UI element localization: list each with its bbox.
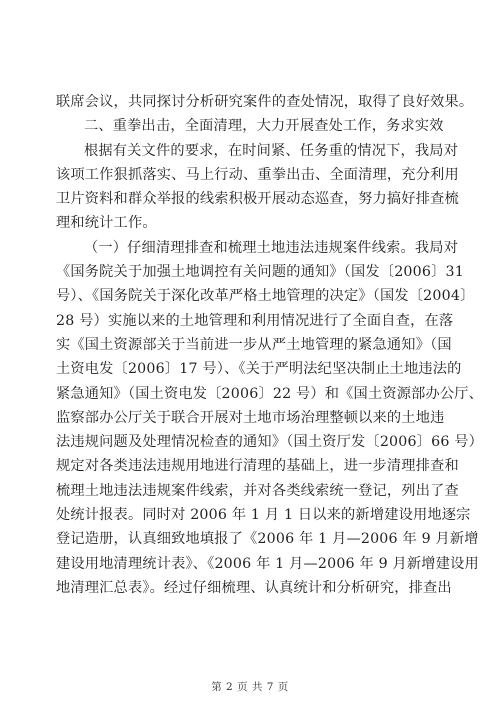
- text-line: 实《国土资源部关于当前进一步从严土地管理的紧急通知》（国: [56, 336, 452, 353]
- text-line: 联席会议，共同探讨分析研究案件的查处情况，取得了良好效果。: [56, 94, 474, 110]
- text-line: 地清理汇总表》。经过仔细梳理、认真统计和分析研究，排查出: [56, 579, 452, 596]
- text-line: 28 号）实施以来的土地管理和利用情况进行了全面自查，在落: [56, 312, 454, 329]
- section-heading: [56, 114, 456, 138]
- page-footer: [0, 679, 500, 694]
- heading-line: 二、重拳出击，全面清理，大力开展查处工作，务求实效: [84, 118, 444, 135]
- paragraph-meeting: [56, 90, 474, 114]
- text-line: 《国务院关于加强土地调控有关问题的通知》（国发〔2006〕31: [56, 264, 464, 281]
- text-line: 梳理土地违法违规案件线索，并对各类线索统一登记，列出了查: [56, 482, 459, 499]
- text-line: 该项工作狠抓落实、马上行动、重拳出击、全面清理，充分利用: [56, 166, 459, 183]
- text-line: 紧急通知》（国土资电发〔2006〕22 号）和《国土资源部办公厅、: [56, 385, 484, 402]
- text-line: 卫片资料和群众举报的线索积极开展动态巡查，努力搞好排查梳: [56, 191, 459, 208]
- text-line: 监察部办公厅关于联合开展对土地市场治理整顿以来的土地违: [56, 409, 445, 426]
- document-body: [56, 90, 484, 600]
- text-line: 建设用地清理统计表》、《2006 年 1 月—2006 年 9 月新增建设用: [56, 555, 479, 572]
- page-number-label: 第 2 页 共 7 页: [211, 681, 289, 693]
- text-line: 号）、《国务院关于深化改革严格土地管理的决定》（国发〔2004〕: [56, 288, 475, 305]
- paragraph-clearance: [56, 236, 484, 600]
- text-line: 根据有关文件的要求，在时间紧、任务重的情况下，我局对: [84, 142, 459, 159]
- text-line: （一）仔细清理排查和梳理土地违法违规案件线索。我局对: [84, 239, 459, 256]
- text-line: 法违规问题及处理情况检查的通知》（国土资厅发〔2006〕66 号）: [56, 434, 484, 451]
- paragraph-requirements: [56, 139, 459, 236]
- text-line: 登记造册，认真细致地填报了《2006 年 1 月—2006 年 9 月新增: [56, 531, 479, 548]
- text-line: 处统计报表。同时对 2006 年 1 月 1 日以来的新增建设用地逐宗: [56, 507, 471, 524]
- text-line: 土资电发〔2006〕17 号）、《关于严明法纪坚决制止土地违法的: [56, 361, 462, 378]
- text-line: 理和统计工作。: [56, 215, 157, 232]
- text-line: 规定对各类违法违规用地进行清理的基础上，进一步清理排查和: [56, 458, 459, 475]
